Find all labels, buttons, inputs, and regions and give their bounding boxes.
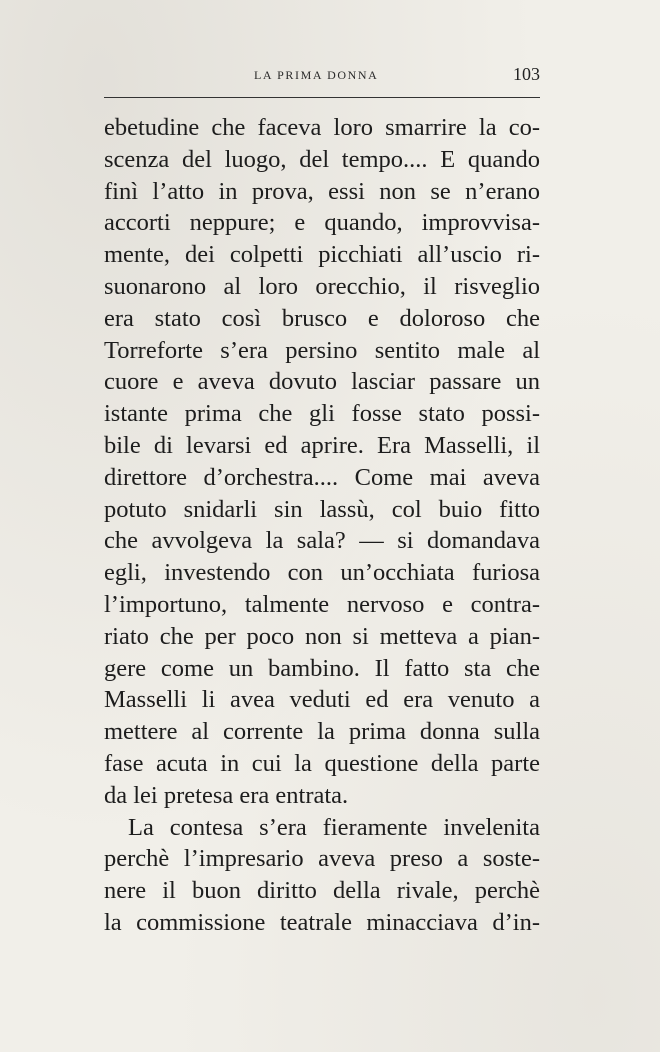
text-line: egli, investendo con un’occhiata furiosa (104, 559, 540, 587)
text-line: che avvolgeva la sala? — si domandava (104, 527, 540, 555)
text-line: scenza del luogo, del tempo.... E quando (104, 145, 540, 173)
text-line: cuore e aveva dovuto lasciar passare un (104, 368, 540, 396)
text-line: fase acuta in cui la questione della parte (104, 749, 540, 777)
text-line: potuto snidarli sin lassù, col buio fitto (104, 495, 540, 523)
page-number: 103 (513, 64, 540, 84)
text-line: ebetudine che faceva loro smarrire la co- (104, 114, 540, 141)
text-line: suonarono al loro orecchio, il risveglio (104, 272, 540, 300)
running-header (104, 64, 540, 88)
text-line: accorti neppure; e quando, improvvisa- (104, 209, 540, 237)
text-line: finì l’atto in prova, essi non se n’erano (104, 177, 540, 205)
paragraph-end-line: da lei pretesa era entrata. (104, 781, 349, 809)
text-line: Torreforte s’era persino sentito male al (104, 336, 540, 364)
text-line: istante prima che gli fosse stato possi- (104, 400, 540, 428)
text-line: nere il buon diritto della rivale, perchè (104, 877, 540, 905)
text-line: riato che per poco non si metteva a pian- (104, 622, 540, 650)
header-rule (104, 97, 540, 98)
text-line: gere come un bambino. Il fatto sta che (104, 654, 540, 682)
paragraph-start-line: La contesa s’era fieramente invelenita (128, 813, 540, 841)
text-line: la commissione teatrale minacciava d’in- (104, 908, 540, 936)
text-line: mettere al corrente la prima donna sulla (104, 718, 540, 746)
text-line: perchè l’impresario aveva preso a soste- (104, 845, 540, 873)
text-line: l’importuno, talmente nervoso e contra- (104, 590, 540, 618)
text-line: era stato così brusco e doloroso che (104, 304, 540, 332)
text-line: Masselli li avea veduti ed era venuto a (104, 686, 540, 714)
running-title: LA PRIMA DONNA (254, 68, 379, 82)
text-line: mente, dei colpetti picchiati all’uscio ri- (104, 241, 540, 269)
text-line: bile di levarsi ed aprire. Era Masselli, il (104, 431, 540, 459)
body-text (104, 112, 540, 939)
text-line: direttore d’orchestra.... Come mai aveva (104, 463, 540, 491)
